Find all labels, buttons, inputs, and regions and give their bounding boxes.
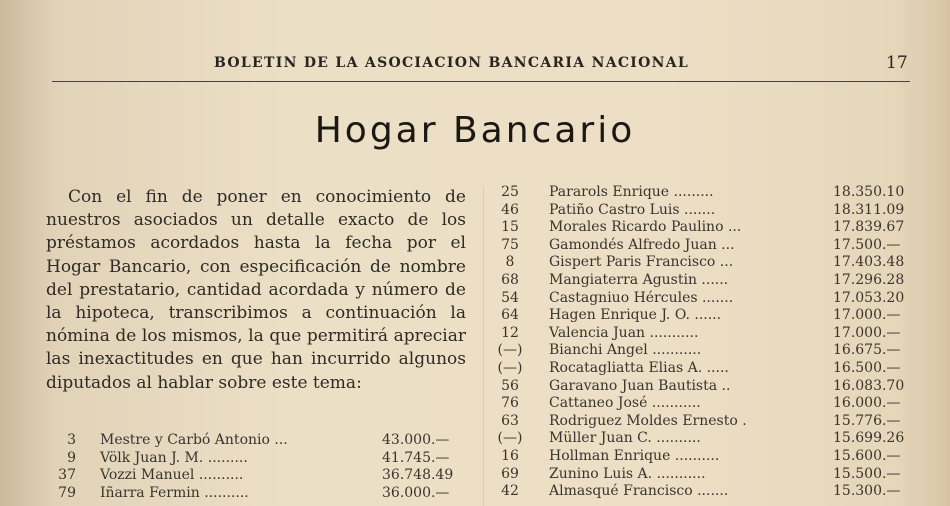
borrower-name: Mestre y Carbó Antonio ... [100, 432, 288, 448]
loan-amount: 17.839.67 [833, 219, 905, 236]
mortgage-number: 75 [501, 236, 519, 253]
borrower-name: Müller Juan C. .......... [549, 430, 701, 447]
mortgage-number: 25 [501, 184, 519, 200]
mortgage-number: (—) [497, 342, 523, 359]
loan-amount: 15.776.— [833, 412, 901, 429]
loan-amount: 43.000.— [382, 432, 450, 448]
mortgage-number: 37 [58, 467, 76, 484]
loan-amount: 15.300.— [833, 483, 901, 500]
mortgage-number: 69 [501, 465, 519, 482]
loan-amount: 16.083.70 [833, 377, 905, 394]
borrower-name: Völk Juan J. M. ......... [100, 449, 248, 466]
borrower-name: Hagen Enrique J. O. ...... [549, 307, 722, 324]
borrower-name: Gispert Paris Francisco ... [549, 254, 734, 271]
borrower-name: Almasqué Francisco ....... [549, 483, 729, 500]
loan-amount: 15.600.— [833, 447, 901, 464]
loan-amount: 17.500.— [833, 236, 901, 253]
mortgage-number: 54 [501, 289, 519, 306]
intro-paragraph [46, 186, 466, 395]
borrower-name: Pararols Enrique ......... [549, 184, 714, 200]
borrower-name: Zunino Luis A. ........... [549, 465, 706, 482]
mortgage-number: 9 [67, 449, 76, 466]
loan-amount: 17.000.— [833, 324, 901, 341]
page-number: 17 [886, 53, 908, 73]
loan-amount: 36.000.— [382, 484, 450, 501]
mortgage-number: 68 [501, 271, 519, 288]
borrower-name: Iñarra Fermin .......... [100, 484, 249, 501]
mortgage-number: 3 [67, 432, 76, 448]
loan-amount: 17.000.— [833, 307, 901, 324]
borrower-name: Patiño Castro Luis ....... [549, 201, 716, 218]
borrower-name: Valencia Juan ........... [549, 324, 699, 341]
loan-amount: 16.000.— [833, 395, 901, 412]
borrower-name: Cattaneo José ........... [549, 395, 701, 412]
loan-amount: 18.311.09 [833, 201, 905, 218]
borrower-name: Rodriguez Moldes Ernesto . [549, 412, 747, 429]
loan-amount: 17.053.20 [833, 289, 905, 306]
mortgage-number: (—) [497, 430, 523, 447]
borrower-name: Vozzi Manuel .......... [100, 467, 244, 484]
mortgage-number: 16 [501, 447, 519, 464]
mortgage-number: 64 [501, 307, 519, 324]
loan-amount: 17.296.28 [833, 271, 905, 288]
mortgage-number: 76 [501, 395, 519, 412]
mortgage-number: 46 [501, 201, 519, 218]
header-rule [52, 81, 910, 82]
loan-amount: 16.675.— [833, 342, 901, 359]
borrower-name: Castagniuo Hércules ....... [549, 289, 734, 306]
borrower-name: Gamondés Alfredo Juan ... [549, 236, 735, 253]
mortgage-number: (—) [497, 359, 523, 376]
mortgage-number: 42 [501, 483, 519, 500]
loan-amount: 16.500.— [833, 359, 901, 376]
borrower-name: Rocatagliatta Elias A. ..... [549, 359, 729, 376]
mortgage-number: 8 [505, 254, 515, 271]
loan-amount: 36.748.49 [382, 467, 454, 484]
loan-amount: 41.745.— [382, 449, 450, 466]
mortgage-number: 12 [501, 324, 519, 341]
borrower-name: Bianchi Angel ........... [549, 342, 702, 359]
borrower-name: Hollman Enrique .......... [549, 447, 720, 464]
borrower-name: Mangiaterra Agustin ...... [549, 271, 729, 288]
article-title: Hogar Bancario [314, 110, 636, 151]
loan-amount: 18.350.10 [833, 184, 905, 200]
loan-amount: 15.500.— [833, 465, 901, 482]
borrower-name: Garavano Juan Bautista .. [549, 377, 731, 394]
loan-amount: 15.699.26 [833, 430, 905, 447]
mortgage-number: 79 [58, 484, 76, 501]
mortgage-number: 56 [501, 377, 519, 394]
column-divider [483, 186, 484, 506]
header-title: BOLETIN DE LA ASOCIACION BANCARIA NACIONAL [214, 55, 690, 71]
loan-amount: 17.403.48 [833, 254, 905, 271]
borrower-name: Morales Ricardo Paulino ... [549, 219, 742, 236]
mortgage-number: 15 [501, 219, 519, 236]
mortgage-number: 63 [501, 412, 519, 429]
intro-text: Con el fin de poner en conocimiento de nuestros asociados un detalle exacto de los préstamos acordados hasta la fecha por el Hogar Bancario, con especificación de nombre del prestatario, cantidad acordada y número de la hipoteca, transcribimos a continuación la nómina de los mismos, la que permitirá apreciar las inexactitudes en que han incurrido algunos diputados al hablar sobre este tema: [46, 187, 466, 393]
